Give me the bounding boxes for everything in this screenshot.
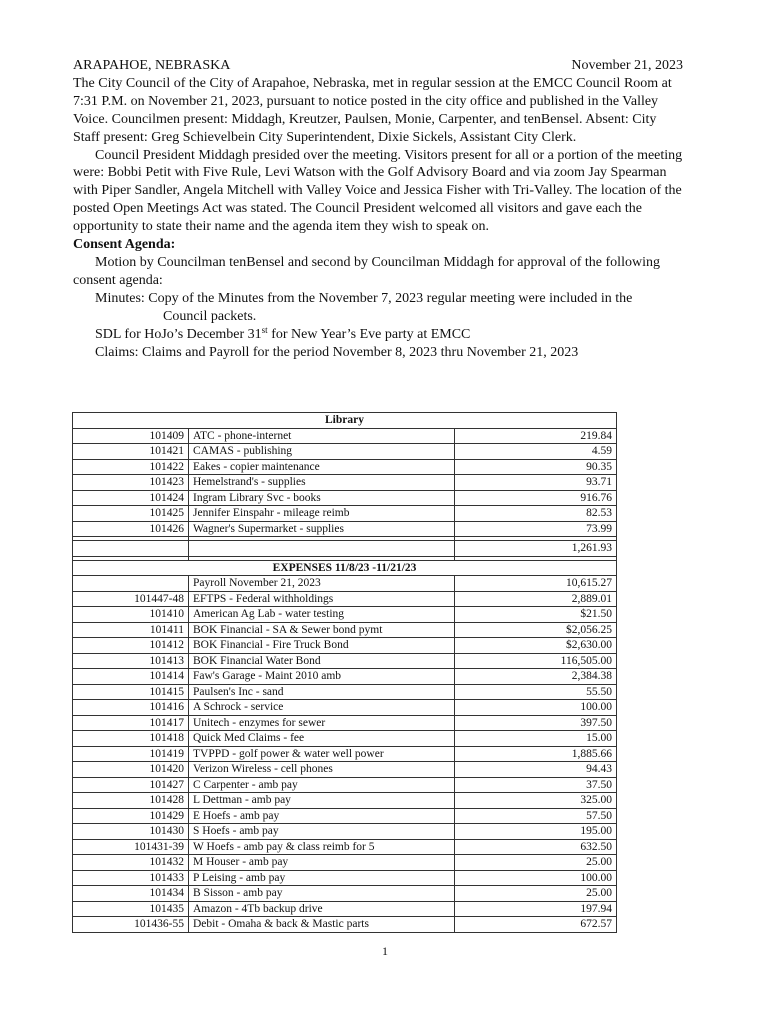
header-date: November 21, 2023 bbox=[571, 58, 683, 73]
sdl-item-superscript: st bbox=[261, 324, 268, 335]
expense-row bbox=[73, 746, 617, 762]
payee-description: Amazon - 4Tb backup drive bbox=[189, 901, 455, 917]
check-number: 101410 bbox=[73, 607, 189, 623]
library-row bbox=[73, 428, 617, 444]
amount: 37.50 bbox=[455, 777, 617, 793]
amount: 94.43 bbox=[455, 762, 617, 778]
amount: 219.84 bbox=[455, 428, 617, 444]
amount: 25.00 bbox=[455, 855, 617, 871]
minutes-text bbox=[73, 57, 683, 361]
amount: 15.00 bbox=[455, 731, 617, 747]
check-number: 101421 bbox=[73, 444, 189, 460]
amount: 195.00 bbox=[455, 824, 617, 840]
check-number: 101427 bbox=[73, 777, 189, 793]
check-number: 101423 bbox=[73, 475, 189, 491]
amount: 916.76 bbox=[455, 490, 617, 506]
opening-paragraph: The City Council of the City of Arapahoe, Nebraska, met in regular session at the EMCC Council Room at 7:31 P.M. on November 21, 2023, pursuant to notice posted in the city office and published in the Valley Voice. Councilmen present: Middagh, Kreutzer, Paulsen, Monie, Carpenter, and tenBensel. Absent: City Staff present: Greg Schievelbein City Superintendent, Dixie Sickels, Assistant City Clerk. bbox=[73, 75, 672, 145]
payee-description: Eakes - copier maintenance bbox=[189, 459, 455, 475]
check-number: 101411 bbox=[73, 622, 189, 638]
library-row bbox=[73, 490, 617, 506]
check-number: 101426 bbox=[73, 521, 189, 537]
amount: 2,384.38 bbox=[455, 669, 617, 685]
payee-description: Unitech - enzymes for sewer bbox=[189, 715, 455, 731]
amount: 397.50 bbox=[455, 715, 617, 731]
expenses-heading-row bbox=[73, 560, 617, 576]
payee-description: Jennifer Einspahr - mileage reimb bbox=[189, 506, 455, 522]
library-row bbox=[73, 506, 617, 522]
check-number: 101428 bbox=[73, 793, 189, 809]
amount: 55.50 bbox=[455, 684, 617, 700]
amount: 632.50 bbox=[455, 839, 617, 855]
payee-description: Faw's Garage - Maint 2010 amb bbox=[189, 669, 455, 685]
amount: 25.00 bbox=[455, 886, 617, 902]
payee-description: C Carpenter - amb pay bbox=[189, 777, 455, 793]
check-number: 101414 bbox=[73, 669, 189, 685]
total-label-cell bbox=[73, 541, 189, 557]
amount: 82.53 bbox=[455, 506, 617, 522]
amount: 100.00 bbox=[455, 870, 617, 886]
check-number: 101419 bbox=[73, 746, 189, 762]
claims-table bbox=[72, 412, 617, 933]
expense-row bbox=[73, 808, 617, 824]
library-row bbox=[73, 459, 617, 475]
expense-row bbox=[73, 715, 617, 731]
expense-row bbox=[73, 591, 617, 607]
payee-description: Ingram Library Svc - books bbox=[189, 490, 455, 506]
check-number: 101422 bbox=[73, 459, 189, 475]
payee-description: EFTPS - Federal withholdings bbox=[189, 591, 455, 607]
library-row bbox=[73, 521, 617, 537]
payee-description: BOK Financial - SA & Sewer bond pymt bbox=[189, 622, 455, 638]
payee-description: ATC - phone-internet bbox=[189, 428, 455, 444]
expense-row bbox=[73, 839, 617, 855]
amount: 1,885.66 bbox=[455, 746, 617, 762]
amount: $21.50 bbox=[455, 607, 617, 623]
check-number: 101430 bbox=[73, 824, 189, 840]
payee-description: BOK Financial - Fire Truck Bond bbox=[189, 638, 455, 654]
expense-row bbox=[73, 607, 617, 623]
expense-row bbox=[73, 731, 617, 747]
expense-row bbox=[73, 669, 617, 685]
expense-row bbox=[73, 622, 617, 638]
check-number: 101415 bbox=[73, 684, 189, 700]
payee-description: P Leising - amb pay bbox=[189, 870, 455, 886]
claims-table-body bbox=[73, 413, 617, 933]
payee-description: Wagner's Supermarket - supplies bbox=[189, 521, 455, 537]
check-number: 101417 bbox=[73, 715, 189, 731]
expense-row bbox=[73, 824, 617, 840]
expense-row bbox=[73, 901, 617, 917]
check-number bbox=[73, 576, 189, 592]
payee-description: A Schrock - service bbox=[189, 700, 455, 716]
amount: 90.35 bbox=[455, 459, 617, 475]
amount: 325.00 bbox=[455, 793, 617, 809]
check-number: 101433 bbox=[73, 870, 189, 886]
check-number: 101436-55 bbox=[73, 917, 189, 933]
payee-description: Payroll November 21, 2023 bbox=[189, 576, 455, 592]
amount: 73.99 bbox=[455, 521, 617, 537]
payee-description: Verizon Wireless - cell phones bbox=[189, 762, 455, 778]
library-heading: Library bbox=[73, 413, 617, 429]
check-number: 101409 bbox=[73, 428, 189, 444]
consent-agenda-heading: Consent Agenda: bbox=[73, 237, 176, 253]
amount: 4.59 bbox=[455, 444, 617, 460]
payee-description: Hemelstrand's - supplies bbox=[189, 475, 455, 491]
expense-row bbox=[73, 777, 617, 793]
check-number: 101418 bbox=[73, 731, 189, 747]
minutes-item-continued: Council packets. bbox=[163, 308, 257, 324]
check-number: 101434 bbox=[73, 886, 189, 902]
library-row bbox=[73, 475, 617, 491]
amount: 197.94 bbox=[455, 901, 617, 917]
check-number: 101413 bbox=[73, 653, 189, 669]
sdl-item bbox=[73, 326, 683, 344]
amount: 10,615.27 bbox=[455, 576, 617, 592]
amount: 57.50 bbox=[455, 808, 617, 824]
payee-description: E Hoefs - amb pay bbox=[189, 808, 455, 824]
amount: 116,505.00 bbox=[455, 653, 617, 669]
check-number: 101447-48 bbox=[73, 591, 189, 607]
payee-description: S Hoefs - amb pay bbox=[189, 824, 455, 840]
document-header bbox=[73, 57, 683, 75]
expense-row bbox=[73, 700, 617, 716]
payee-description: CAMAS - publishing bbox=[189, 444, 455, 460]
library-total: 1,261.93 bbox=[455, 541, 617, 557]
sdl-item-text-end: for New Year’s Eve party at EMCC bbox=[267, 326, 471, 342]
expense-row bbox=[73, 576, 617, 592]
check-number: 101435 bbox=[73, 901, 189, 917]
check-number: 101412 bbox=[73, 638, 189, 654]
payee-description: Debit - Omaha & back & Mastic parts bbox=[189, 917, 455, 933]
amount: 93.71 bbox=[455, 475, 617, 491]
total-desc-cell bbox=[189, 541, 455, 557]
expense-row bbox=[73, 917, 617, 933]
expense-row bbox=[73, 638, 617, 654]
expenses-heading: EXPENSES 11/8/23 -11/21/23 bbox=[73, 560, 617, 576]
expense-row bbox=[73, 762, 617, 778]
amount: $2,056.25 bbox=[455, 622, 617, 638]
page-number: 1 bbox=[382, 944, 388, 958]
expense-row bbox=[73, 653, 617, 669]
payee-description: Quick Med Claims - fee bbox=[189, 731, 455, 747]
expense-row bbox=[73, 793, 617, 809]
claims-item: Claims: Claims and Payroll for the period November 8, 2023 thru November 21, 2023 bbox=[95, 344, 579, 360]
library-heading-row bbox=[73, 413, 617, 429]
minutes-item: Minutes: Copy of the Minutes from the November 7, 2023 regular meeting were included in the bbox=[95, 290, 633, 306]
check-number: 101424 bbox=[73, 490, 189, 506]
amount: 672.57 bbox=[455, 917, 617, 933]
header-location: ARAPAHOE, NEBRASKA bbox=[73, 58, 231, 73]
payee-description: American Ag Lab - water testing bbox=[189, 607, 455, 623]
library-total-row bbox=[73, 541, 617, 557]
payee-description: BOK Financial Water Bond bbox=[189, 653, 455, 669]
sdl-item-text: SDL for HoJo’s December 31 bbox=[95, 326, 262, 342]
library-row bbox=[73, 444, 617, 460]
payee-description: Paulsen's Inc - sand bbox=[189, 684, 455, 700]
payee-description: B Sisson - amb pay bbox=[189, 886, 455, 902]
check-number: 101429 bbox=[73, 808, 189, 824]
amount: $2,630.00 bbox=[455, 638, 617, 654]
payee-description: M Houser - amb pay bbox=[189, 855, 455, 871]
expense-row bbox=[73, 886, 617, 902]
payee-description: W Hoefs - amb pay & class reimb for 5 bbox=[189, 839, 455, 855]
check-number: 101432 bbox=[73, 855, 189, 871]
check-number: 101425 bbox=[73, 506, 189, 522]
expense-row bbox=[73, 684, 617, 700]
expense-row bbox=[73, 870, 617, 886]
payee-description: L Dettman - amb pay bbox=[189, 793, 455, 809]
check-number: 101416 bbox=[73, 700, 189, 716]
check-number: 101431-39 bbox=[73, 839, 189, 855]
check-number: 101420 bbox=[73, 762, 189, 778]
consent-motion: Motion by Councilman tenBensel and second by Councilman Middagh for approval of the following consent agenda: bbox=[73, 254, 660, 288]
payee-description: TVPPD - golf power & water well power bbox=[189, 746, 455, 762]
amount: 100.00 bbox=[455, 700, 617, 716]
amount: 2,889.01 bbox=[455, 591, 617, 607]
presiding-paragraph: Council President Middagh presided over the meeting. Visitors present for all or a portion of the meeting were: Bobbi Petit with Five Rule, Levi Watson with the Golf Advisory Board and via zoom Jay Spearman with Piper Sandler, Angela Mitchell with Valley Voice and Jessica Fisher with Tri-Valley. The location of the posted Open Meetings Act was stated. The Council President welcomed all visitors and gave each the opportunity to state their name and the agenda item they wish to speak on. bbox=[73, 147, 683, 235]
expense-row bbox=[73, 855, 617, 871]
